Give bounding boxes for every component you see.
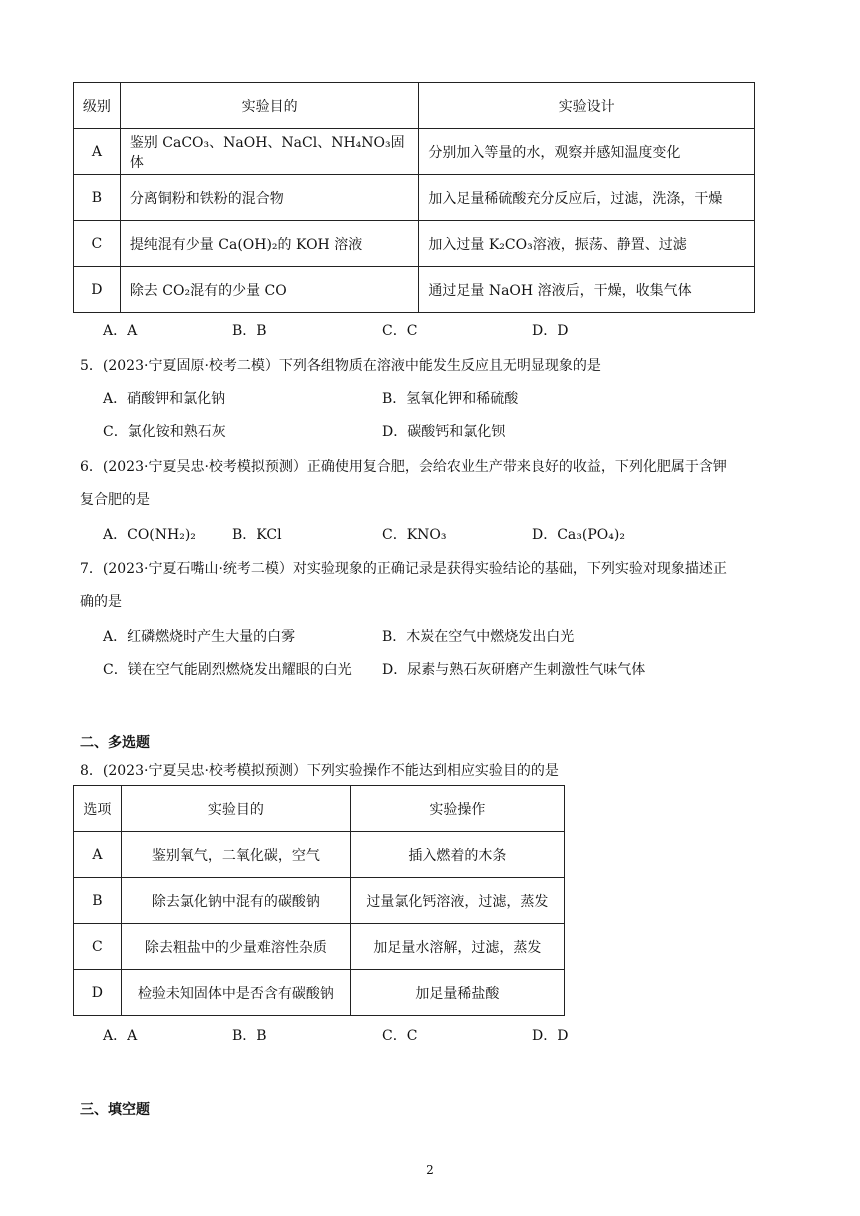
q5-option-b: B．氢氧化钾和稀硫酸: [382, 391, 519, 407]
table-row: [74, 832, 565, 878]
table-row: [74, 175, 755, 221]
row-level: D: [74, 267, 121, 313]
q5-option-a: A．硝酸钾和氯化钠: [103, 391, 226, 407]
q5-option-d: D．碳酸钙和氯化钡: [382, 424, 506, 440]
table-row: [74, 970, 565, 1016]
q6-stem-line2: 复合肥的是: [80, 492, 150, 508]
q8-option-b: B．B: [232, 1028, 267, 1044]
q7-option-c: C．镁在空气能剧烈燃烧发出耀眼的白光: [103, 662, 352, 678]
row-operation: 加足量稀盐酸: [350, 970, 564, 1016]
row-design: 分别加入等量的水，观察并感知温度变化: [419, 129, 755, 175]
row-purpose: 除去氯化钠中混有的碳酸钠: [121, 878, 350, 924]
q6-option-b: B．KCl: [232, 527, 282, 543]
row-option: A: [74, 832, 122, 878]
q6-option-c: C．KNO₃: [382, 527, 447, 543]
q6-stem-line1: 6．(2023·宁夏吴忠·校考模拟预测）正确使用复合肥，会给农业生产带来良好的收益，下列化肥属于含钾: [80, 459, 727, 475]
row-purpose: 分离铜粉和铁粉的混合物: [120, 175, 419, 221]
q7-option-b: B．木炭在空气中燃烧发出白光: [382, 629, 575, 645]
q4-option-b: B．B: [232, 323, 267, 339]
row-level: A: [74, 129, 121, 175]
experiment-design-table: [73, 82, 755, 313]
row-purpose: 提纯混有少量 Ca(OH)₂的 KOH 溶液: [120, 221, 419, 267]
row-design: 加入足量稀硫酸充分反应后，过滤，洗涤，干燥: [419, 175, 755, 221]
q7-stem-line2: 确的是: [80, 594, 122, 610]
q8-option-c: C．C: [382, 1028, 418, 1044]
row-operation: 插入燃着的木条: [350, 832, 564, 878]
q5-stem: 5．(2023·宁夏固原·校考二模）下列各组物质在溶液中能发生反应且无明显现象的是: [80, 358, 601, 374]
q6-option-d: D．Ca₃(PO₄)₂: [532, 527, 625, 543]
table-row: [74, 267, 755, 313]
row-option: C: [74, 924, 122, 970]
q7-option-d: D．尿素与熟石灰研磨产生刺激性气味气体: [382, 662, 646, 678]
q4-option-d: D．D: [532, 323, 569, 339]
table-row: [74, 878, 565, 924]
row-option: D: [74, 970, 122, 1016]
header-purpose: 实验目的: [121, 786, 350, 832]
header-purpose: 实验目的: [120, 83, 419, 129]
header-design: 实验设计: [419, 83, 755, 129]
row-purpose: 检验未知固体中是否含有碳酸钠: [121, 970, 350, 1016]
row-design: 加入过量 K₂CO₃溶液，振荡、静置、过滤: [419, 221, 755, 267]
header-level: 级别: [74, 83, 121, 129]
q8-stem: 8．(2023·宁夏吴忠·校考模拟预测）下列实验操作不能达到相应实验目的的是: [80, 763, 559, 779]
row-level: C: [74, 221, 121, 267]
experiment-operation-table: [73, 785, 565, 1016]
row-purpose: 鉴别 CaCO₃、NaOH、NaCl、NH₄NO₃固体: [120, 129, 419, 175]
row-purpose: 除去 CO₂混有的少量 CO: [120, 267, 419, 313]
page-number: 2: [426, 1163, 434, 1177]
q6-option-a: A．CO(NH₂)₂: [103, 527, 196, 543]
table-header-row: [74, 83, 755, 129]
row-level: B: [74, 175, 121, 221]
table-row: [74, 924, 565, 970]
q4-option-a: A．A: [103, 323, 138, 339]
row-operation: 加足量水溶解，过滤，蒸发: [350, 924, 564, 970]
header-operation: 实验操作: [350, 786, 564, 832]
table-row: [74, 129, 755, 175]
q7-stem-line1: 7．(2023·宁夏石嘴山·统考二模）对实验现象的正确记录是获得实验结论的基础，下列实验对现象描述正: [80, 561, 727, 577]
q8-option-d: D．D: [532, 1028, 569, 1044]
table-row: [74, 221, 755, 267]
section-heading-fill-in: 三、填空题: [80, 1102, 150, 1118]
row-purpose: 除去粗盐中的少量难溶性杂质: [121, 924, 350, 970]
row-option: B: [74, 878, 122, 924]
table-header-row: [74, 786, 565, 832]
header-option: 选项: [74, 786, 122, 832]
section-heading-multiple-choice: 二、多选题: [80, 735, 150, 751]
q7-option-a: A．红磷燃烧时产生大量的白雾: [103, 629, 296, 645]
q5-option-c: C．氯化铵和熟石灰: [103, 424, 226, 440]
row-design: 通过足量 NaOH 溶液后，干燥，收集气体: [419, 267, 755, 313]
row-operation: 过量氯化钙溶液，过滤，蒸发: [350, 878, 564, 924]
row-purpose: 鉴别氧气，二氧化碳，空气: [121, 832, 350, 878]
q8-option-a: A．A: [103, 1028, 138, 1044]
q4-option-c: C．C: [382, 323, 418, 339]
